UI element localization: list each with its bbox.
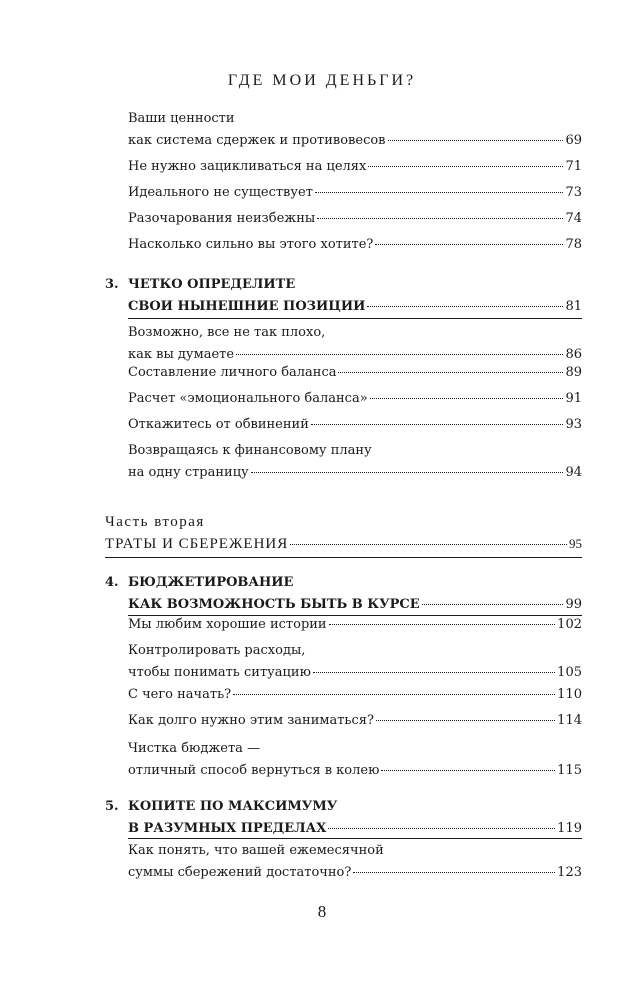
leader-dots (368, 165, 563, 167)
chapter-title-line: В РАЗУМНЫХ ПРЕДЕЛАХ (128, 821, 327, 836)
toc-entry-title-line: Как долго нужно этим заниматься? (128, 713, 374, 728)
toc-entry-line (128, 208, 582, 230)
toc-page-number: 73 (565, 185, 582, 200)
toc-entry-title-line: Идеального не существует (128, 185, 313, 200)
leader-dots (290, 543, 567, 545)
leader-dots (422, 603, 564, 605)
toc-entry (128, 684, 582, 706)
toc-entry-title-line: Насколько сильно вы этого хотите? (128, 237, 374, 252)
toc-entry (128, 156, 582, 178)
toc-entry (128, 710, 582, 732)
toc-entry-line (128, 130, 582, 152)
toc-page-number: 102 (557, 617, 582, 632)
toc-entry-line (128, 462, 582, 484)
toc-chapter (105, 274, 582, 318)
leader-dots (381, 769, 555, 771)
toc-part (105, 512, 582, 553)
toc-page-number: 86 (565, 347, 582, 362)
toc-entry-line (128, 362, 582, 384)
toc-entry-title-line: на одну страницу (128, 465, 249, 480)
toc-page-number: 69 (565, 133, 582, 148)
toc-entry-title-line: Возможно, все не так плохо, (128, 325, 326, 340)
chapter-number: 4. (105, 575, 119, 590)
chapter-number: 5. (105, 799, 119, 814)
leader-dots (329, 623, 556, 625)
leader-dots (311, 423, 564, 425)
toc-page-number: 114 (557, 713, 582, 728)
toc-entry-title-line: как вы думаете (128, 347, 235, 362)
toc-entry-title-line: Ваши ценности (128, 111, 235, 126)
leader-dots (236, 353, 563, 355)
toc-page-number: 71 (565, 159, 582, 174)
toc-entry-line (128, 156, 582, 178)
toc-page-number: 95 (569, 536, 582, 551)
toc-entry-title-line: Откажитесь от обвинений (128, 417, 309, 432)
toc-entry (128, 414, 582, 436)
toc-entry-line (128, 684, 582, 706)
toc-entry-line (128, 414, 582, 436)
toc-entry-title-line: С чего начать? (128, 687, 232, 702)
leader-dots (376, 719, 555, 721)
toc-page-number: 89 (565, 365, 582, 380)
toc-chapter (105, 796, 582, 840)
toc-page-number: 123 (557, 865, 582, 880)
leader-dots (370, 397, 564, 399)
leader-dots (328, 827, 555, 829)
toc-entry-line (128, 234, 582, 256)
part-title: ТРАТЫ И СБЕРЕЖЕНИЯ (105, 536, 289, 552)
toc-chapter (105, 572, 582, 616)
toc-page-number: 119 (557, 821, 582, 836)
toc-entry-title-line: Мы любим хорошие истории (128, 617, 327, 632)
toc-entry (128, 388, 582, 410)
toc-entry (128, 614, 582, 636)
chapter-title-line-with-page (128, 594, 582, 616)
chapter-title-line: БЮДЖЕТИРОВАНИЕ (128, 575, 294, 590)
toc-entry-line (128, 862, 582, 884)
toc-entry-title-line: Чистка бюджета — (128, 741, 261, 756)
leader-dots (367, 305, 563, 307)
toc-entry (128, 182, 582, 204)
toc-page-number: 115 (557, 763, 582, 778)
leader-dots (375, 243, 563, 245)
toc-entry-title-line: отличный способ вернуться в колею (128, 763, 380, 778)
leader-dots (317, 217, 563, 219)
toc-entry-title-line: Расчет «эмоционального баланса» (128, 391, 368, 406)
toc-entry-title-line: Как понять, что вашей ежемесячной (128, 843, 384, 858)
toc-entry-title-line: чтобы понимать ситуацию (128, 665, 311, 680)
toc-page-number: 105 (557, 665, 582, 680)
toc-entry-title-line: Контролировать расходы, (128, 643, 306, 658)
toc-entry (128, 322, 582, 366)
toc-entry-line (128, 710, 582, 732)
chapter-number: 3. (105, 277, 119, 292)
toc-page-number: 94 (565, 465, 582, 480)
leader-dots (388, 139, 564, 141)
part-label: Часть вторая (105, 514, 205, 530)
toc-entry-line (128, 388, 582, 410)
toc-entry-title-line: суммы сбережений достаточно? (128, 865, 352, 880)
toc-entry-title-line: как система сдержек и противовесов (128, 133, 386, 148)
toc-entry-title-line: Составление личного баланса (128, 365, 337, 380)
chapter-title-line: СВОИ НЫНЕШНИЕ ПОЗИЦИИ (128, 299, 366, 314)
toc-page-number: 78 (565, 237, 582, 252)
toc-page-number: 99 (565, 597, 582, 612)
chapter-title-line-with-page (128, 818, 582, 840)
leader-dots (315, 191, 564, 193)
leader-dots (338, 371, 563, 373)
toc-entry-line (128, 614, 582, 636)
toc-entry (128, 108, 582, 152)
part-title-line (105, 536, 582, 553)
chapter-title-line: ЧЕТКО ОПРЕДЕЛИТЕ (128, 277, 296, 292)
toc-entry-line (128, 182, 582, 204)
toc-page-number: 81 (565, 299, 582, 314)
leader-dots (353, 871, 555, 873)
leader-dots (251, 471, 564, 473)
leader-dots (233, 693, 555, 695)
toc-entry (128, 738, 582, 782)
chapter-title-line: КАК ВОЗМОЖНОСТЬ БЫТЬ В КУРСЕ (128, 597, 420, 612)
page-number: 8 (317, 902, 327, 921)
chapter-divider (128, 838, 582, 839)
chapter-divider (128, 318, 582, 319)
toc-entry (128, 234, 582, 256)
toc-entry-line (128, 760, 582, 782)
chapter-title-line-with-page (128, 296, 582, 318)
toc-entry (128, 640, 582, 684)
toc-entry (128, 840, 582, 884)
toc-entry-line (128, 662, 582, 684)
chapter-title-line: КОПИТЕ ПО МАКСИМУМУ (128, 799, 338, 814)
toc-entry-title-line: Не нужно зацикливаться на целях (128, 159, 367, 174)
part-divider (105, 557, 582, 558)
toc-page-number: 91 (565, 391, 582, 406)
toc-entry (128, 362, 582, 384)
toc-page-number: 93 (565, 417, 582, 432)
toc-entry (128, 208, 582, 230)
leader-dots (313, 671, 555, 673)
toc-entry-title-line: Разочарования неизбежны (128, 211, 316, 226)
running-header: ГДЕ МОИ ДЕНЬГИ? (227, 72, 417, 89)
toc-page-number: 74 (565, 211, 582, 226)
toc-page-number: 110 (557, 687, 582, 702)
toc-entry-title-line: Возвращаясь к финансовому плану (128, 443, 372, 458)
toc-entry (128, 440, 582, 484)
